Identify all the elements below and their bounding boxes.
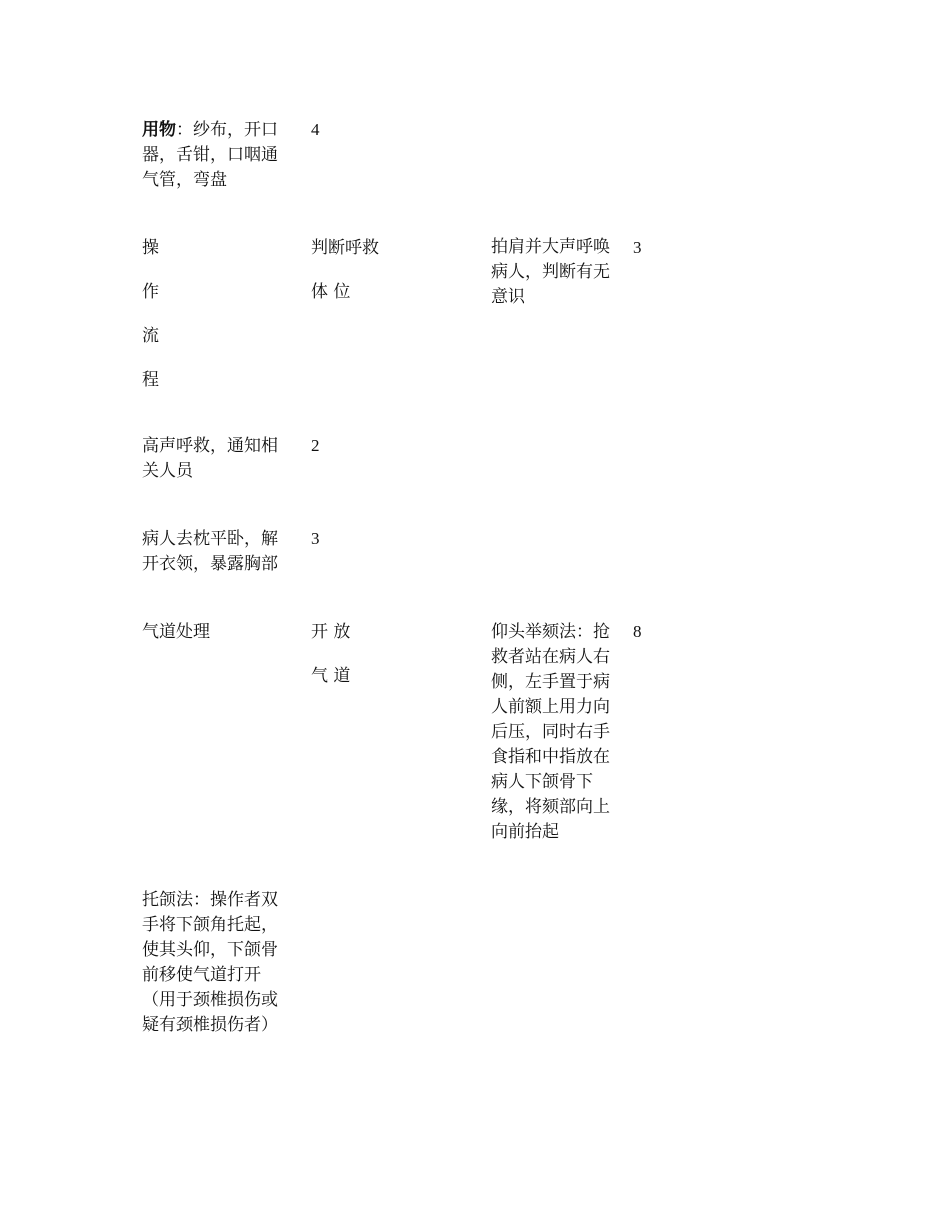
judge-score: 3 — [633, 238, 642, 257]
procedure-char: 程 — [142, 370, 159, 390]
call-help-text: 高声呼救，通知相关人员 — [142, 436, 278, 481]
procedure-char: 操 — [142, 238, 159, 258]
judge-detail: 拍肩并大声呼唤病人，判断有无意识 — [491, 237, 610, 307]
call-help-score: 2 — [311, 436, 320, 455]
procedure-heading — [142, 236, 182, 412]
position-score: 3 — [311, 529, 320, 548]
judge-step-line: 判断呼救 — [311, 238, 379, 258]
materials-score: 4 — [311, 120, 320, 139]
materials-text: ：纱布，开口器，舌钳，口咽通气管，弯盘 — [142, 120, 278, 190]
position-text: 病人去枕平卧，解开衣领，暴露胸部 — [142, 529, 278, 574]
airway-label: 气道处理 — [142, 622, 210, 642]
procedure-char: 作 — [142, 282, 159, 302]
airway-step-line: 开 放 — [311, 622, 351, 642]
airway-step-line: 气 道 — [311, 666, 351, 686]
jaw-thrust-text: 托颌法：操作者双手将下颌角托起，使其头仰，下颌骨前移使气道打开（用于颈椎损伤或疑有颈椎损伤者） — [142, 890, 278, 1035]
materials-label: 用物 — [142, 120, 176, 140]
airway-step-cell — [311, 620, 461, 708]
procedure-char: 流 — [142, 326, 159, 346]
judge-step-line: 体 位 — [311, 282, 351, 302]
airway-detail: 仰头举颏法：抢救者站在病人右侧，左手置于病人前额上用力向后压，同时右手食指和中指放在病人下颌骨下缘，将颏部向上向前抬起 — [491, 622, 610, 842]
judge-step-cell — [311, 236, 461, 324]
airway-score: 8 — [633, 622, 642, 641]
materials-cell — [142, 118, 294, 193]
